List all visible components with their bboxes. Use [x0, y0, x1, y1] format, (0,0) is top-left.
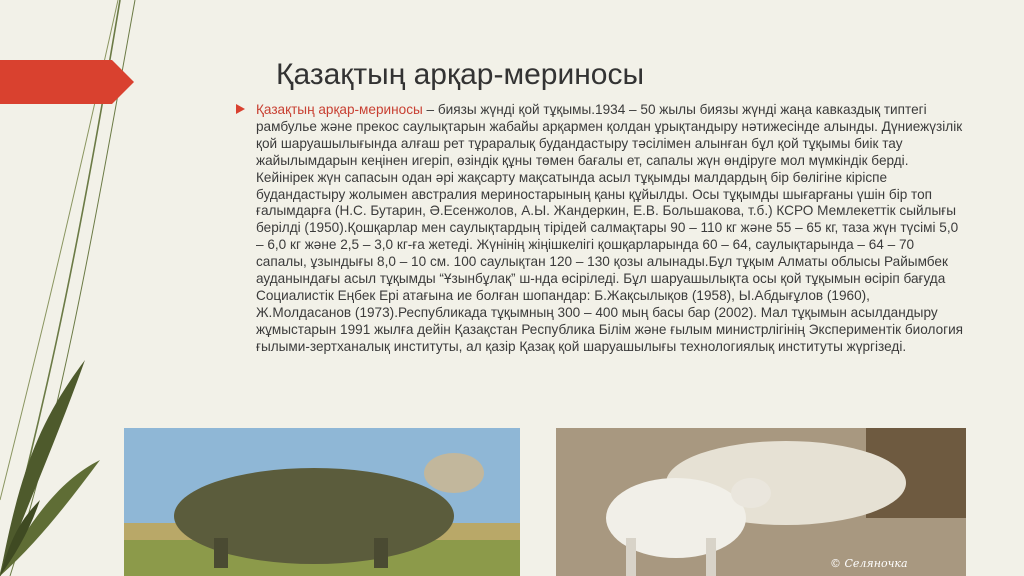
highlight-term: Қазақтың арқар-мериносы: [256, 102, 423, 117]
body-paragraph: – биязы жүнді қой тұқымы.1934 – 50 жылы биязы жүнді жаңа кавказдық типтегі рамбулье және прекос саулықтарын жабайы арқармен қолдан ұрықтандыру нәтижесінде алынды. Дүниежүзілік қой шаруашылығында алғаш рет тұраралық будандастыру тәсілімен алынған бұл қой тұқымы биік тау жайылымдарын кеңінен игеріп, өзіндік құны төмен бағалы ет, сапалы жүн өндіруге мол мүмкіндік берді. Кейінірек жүн сапасын одан әрі жақсарту мақсатында асыл тұқымды малдардың бір бөлігіне кіріспе будандастыру жолымен австралия мериностарының қаны құйылды. Осы тұқымды шығарғаны үшін бір топ ғалымдарға (Н.С. Бутарин, Ә.Есенжолов, А.Ы. Жандеркин, Е.В. Большакова, т.б.) КСРО Мемлекеттік сыйлығы берілді (1950).Қошқарлар мен саулықтардың тірідей салмақтары 90 – 110 кг және 55 – 65 кг, таза жүн түсімі 5,0 – 6,0 кг және 2,5 – 3,0 кг-ға жетеді. Жүнінің жіңішкелігі қошқарларында 60 – 64, саулықтарында – 64 – 70 сапалы, ұзындығы 8,0 – 10 см. 100 саулықтан 120 – 130 қозы алынады.Бұл тұқым Алматы облысы Райымбек ауданындағы асыл тұқымды “Ұзынбұлақ” ш-нда өсіріледі. Бұл шаруашылықта осы қой тұқымын өсіріп бағуда Социалистік Еңбек Ері атағына ие болған шопандар: Б.Жақсылықов (1958), Ы.Абдығұлов (1960), Ж.Молдасанов (1973).Республикада тұқымның 300 – 400 мың басы бар (2002). Мал тұқымын асылдандыру жұмыстарын 1991 жылға дейін Қазақстан Республика Білім және ғылым министрлігінің Экспериментік биология ғылыми-зертханалық институты, ал қазір Қазақ қой шаруашылығы технологиялық институты жүргізеді.: [256, 102, 964, 354]
merino-ram-image: [124, 428, 520, 576]
slide-title: Қазақтың арқар-мериносы: [276, 58, 645, 91]
bullet-arrow-icon: [236, 104, 245, 114]
slide-body-text: [256, 102, 968, 356]
image-watermark: © Селяночка: [830, 557, 908, 570]
title-accent-arrow: [0, 60, 134, 104]
sheep-and-lamb-image: [556, 428, 966, 576]
